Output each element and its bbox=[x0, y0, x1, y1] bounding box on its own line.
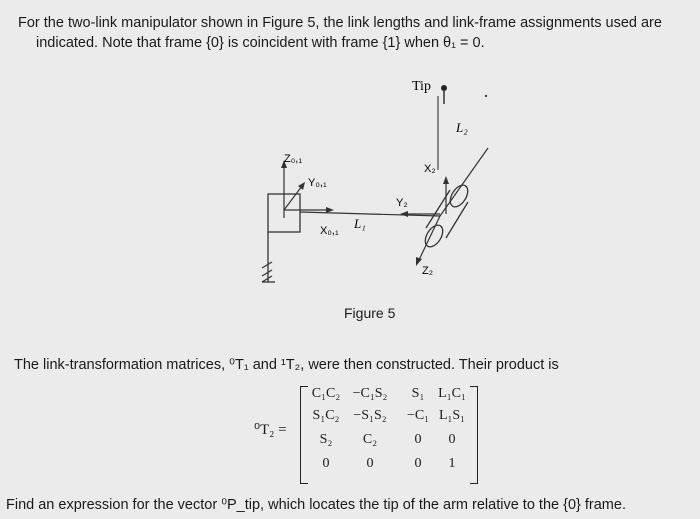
matrix-cell: −C₁ bbox=[406, 408, 430, 423]
matrix-cell: S₂ bbox=[319, 432, 333, 447]
matrix-lhs: ⁰T₂ = bbox=[254, 422, 287, 438]
figure-caption: Figure 5 bbox=[344, 305, 396, 321]
matrix-cell: 0 bbox=[414, 456, 422, 471]
matrix-cell: C₁C₂ bbox=[311, 386, 341, 401]
label-z2: Z₂ bbox=[422, 265, 433, 277]
matrix-intro: The link-transformation matrices, ⁰T₁ and ¹T₂, were then constructed. Their product is bbox=[14, 357, 559, 373]
label-l1: L₁ bbox=[354, 216, 366, 231]
matrix-cell: L₁C₁ bbox=[438, 386, 466, 401]
tip-point bbox=[441, 85, 447, 91]
matrix-cell: S₁C₂ bbox=[312, 408, 340, 423]
intro-line-1: For the two-link manipulator shown in Figure 5, the link lengths and link-frame assignments used are bbox=[18, 15, 662, 31]
matrix-cell: −S₁S₂ bbox=[353, 408, 387, 423]
intro-line-2: indicated. Note that frame {0} is coincident with frame {1} when θ₁ = 0. bbox=[36, 35, 485, 51]
label-z01: Z₀,₁ bbox=[284, 153, 303, 165]
matrix-cell: 0 bbox=[414, 432, 422, 447]
label-y01: Y₀,₁ bbox=[308, 177, 327, 189]
label-x2: X₂ bbox=[424, 163, 436, 175]
label-tip: Tip bbox=[412, 79, 431, 94]
matrix-cell: −C₁S₂ bbox=[352, 386, 388, 401]
matrix-cell: 1 bbox=[448, 456, 456, 471]
find-question: Find an expression for the vector ⁰P_tip, which locates the tip of the arm relative to the {0} frame. bbox=[6, 497, 626, 513]
base-ground bbox=[262, 232, 275, 282]
label-y2: Y₂ bbox=[396, 197, 408, 209]
label-x01: X₀,₁ bbox=[320, 225, 339, 237]
matrix-cell: 0 bbox=[448, 432, 456, 447]
matrix-cell: 0 bbox=[366, 456, 374, 471]
label-l2: L₂ bbox=[456, 120, 468, 135]
matrix-cell: C₂ bbox=[362, 432, 378, 447]
matrix-cell: 0 bbox=[322, 456, 330, 471]
matrix-cell: S₁ bbox=[411, 386, 425, 401]
y01-axis bbox=[284, 186, 302, 210]
matrix-cell: L₁S₁ bbox=[438, 408, 466, 423]
